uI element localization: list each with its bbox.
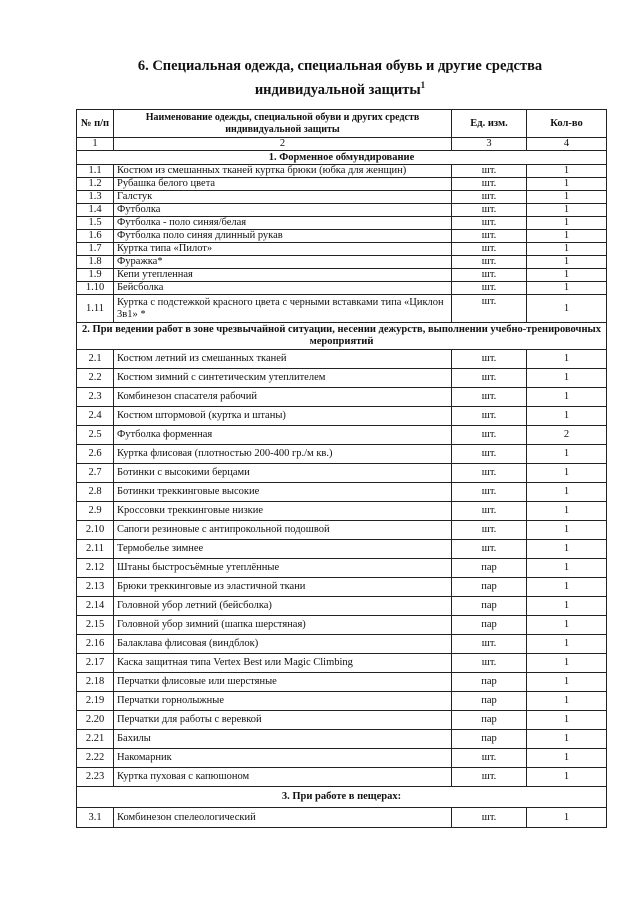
header-qty: Кол-во [527,110,607,138]
item-name: Перчатки флисовые или шерстяные [114,673,452,692]
row-number: 2.3 [77,388,114,407]
section-header-row [77,323,607,350]
column-number: 2 [114,138,452,151]
row-number: 1.8 [77,256,114,269]
item-quantity: 1 [527,483,607,502]
title-line-2 [70,76,610,100]
item-unit: шт. [452,178,527,191]
row-number: 2.22 [77,749,114,768]
item-unit: шт. [452,350,527,369]
item-quantity: 1 [527,464,607,483]
item-unit: шт. [452,540,527,559]
item-name: Костюм летний из смешанных тканей [114,350,452,369]
item-quantity: 1 [527,178,607,191]
item-unit: шт. [452,635,527,654]
table-row [77,407,607,426]
item-quantity: 1 [527,692,607,711]
column-number: 3 [452,138,527,151]
row-number: 1.6 [77,230,114,243]
table-row [77,295,607,323]
table-row [77,578,607,597]
table-row [77,178,607,191]
section-title: 2. При ведении работ в зоне чрезвычайной ситуации, несении дежурств, выполнении учебно-тренировочных мероприятий [77,323,607,350]
table-row [77,204,607,217]
item-unit: шт. [452,464,527,483]
item-quantity: 1 [527,673,607,692]
item-unit: пар [452,559,527,578]
section-header-row [77,787,607,808]
item-unit: пар [452,692,527,711]
item-unit: шт. [452,243,527,256]
item-quantity: 1 [527,578,607,597]
item-name: Комбинезон спасателя рабочий [114,388,452,407]
item-unit: шт. [452,445,527,464]
title-line-1: 6. Специальная одежда, специальная обувь и другие средства [137,58,543,74]
item-unit: шт. [452,426,527,445]
item-quantity: 1 [527,540,607,559]
item-name: Кепи утепленная [114,269,452,282]
row-number: 2.2 [77,369,114,388]
table-row [77,808,607,828]
row-number: 1.5 [77,217,114,230]
row-number: 1.2 [77,178,114,191]
item-name: Футболка [114,204,452,217]
table-row [77,269,607,282]
item-unit: шт. [452,269,527,282]
item-unit: шт. [452,256,527,269]
item-quantity: 1 [527,521,607,540]
item-unit: пар [452,616,527,635]
item-quantity: 1 [527,445,607,464]
item-unit: шт. [452,230,527,243]
row-number: 2.17 [77,654,114,673]
item-unit: пар [452,578,527,597]
item-unit: шт. [452,191,527,204]
table-row [77,426,607,445]
table-row [77,768,607,787]
row-number: 2.10 [77,521,114,540]
item-unit: шт. [452,388,527,407]
item-quantity: 1 [527,256,607,269]
table-row [77,243,607,256]
item-quantity: 1 [527,654,607,673]
item-name: Перчатки горнолыжные [114,692,452,711]
row-number: 2.8 [77,483,114,502]
item-unit: шт. [452,217,527,230]
item-quantity: 1 [527,217,607,230]
item-name: Перчатки для работы с веревкой [114,711,452,730]
row-number: 2.5 [77,426,114,445]
item-quantity: 2 [527,426,607,445]
table-row [77,165,607,178]
table-row [77,673,607,692]
item-name: Куртка флисовая (плотностью 200-400 гр./м кв.) [114,445,452,464]
table-row [77,464,607,483]
footnote-mark: 1 [420,80,426,90]
table-row [77,350,607,369]
item-name: Костюм штормовой (куртка и штаны) [114,407,452,426]
row-number: 2.1 [77,350,114,369]
row-number: 2.14 [77,597,114,616]
section-title: 3. При работе в пещерах: [77,787,607,808]
table-row [77,521,607,540]
item-name: Костюм из смешанных тканей куртка брюки (юбка для женщин) [114,165,452,178]
table-row [77,217,607,230]
item-quantity: 1 [527,407,607,426]
item-name: Футболка поло синяя длинный рукав [114,230,452,243]
row-number: 2.23 [77,768,114,787]
row-number: 2.9 [77,502,114,521]
item-quantity: 1 [527,711,607,730]
table-row [77,388,607,407]
item-unit: шт. [452,749,527,768]
header-unit: Ед. изм. [452,110,527,138]
item-unit: шт. [452,204,527,217]
title-line-2-text: индивидуальной защиты [254,81,421,98]
item-name: Бахилы [114,730,452,749]
item-unit: пар [452,597,527,616]
item-name: Комбинезон спелеологический [114,808,452,828]
table-row [77,730,607,749]
table-header-row [77,110,607,138]
item-name: Штаны быстросъёмные утеплённые [114,559,452,578]
item-name: Балаклава флисовая (виндблок) [114,635,452,654]
table-row [77,654,607,673]
item-name: Куртка с подстежкой красного цвета с черными вставками типа «Циклон 3в1» * [114,295,452,323]
item-quantity: 1 [527,597,607,616]
item-name: Накомарник [114,749,452,768]
table-row [77,692,607,711]
item-name: Кроссовки треккинговые низкие [114,502,452,521]
item-quantity: 1 [527,559,607,578]
item-quantity: 1 [527,230,607,243]
item-unit: шт. [452,521,527,540]
row-number: 2.20 [77,711,114,730]
item-quantity: 1 [527,243,607,256]
row-number: 2.6 [77,445,114,464]
row-number: 1.10 [77,282,114,295]
header-num: № п/п [77,110,114,138]
item-unit: шт. [452,483,527,502]
item-quantity: 1 [527,730,607,749]
table-row [77,369,607,388]
table-row [77,635,607,654]
item-quantity: 1 [527,616,607,635]
item-name: Рубашка белого цвета [114,178,452,191]
table-row [77,483,607,502]
table-row [77,191,607,204]
item-name: Ботинки с высокими берцами [114,464,452,483]
table-row [77,597,607,616]
row-number: 1.9 [77,269,114,282]
column-number: 1 [77,138,114,151]
row-number: 3.1 [77,808,114,828]
item-unit: шт. [452,768,527,787]
item-quantity: 1 [527,269,607,282]
table-row [77,502,607,521]
row-number: 2.11 [77,540,114,559]
table-row [77,559,607,578]
item-name: Куртка типа «Пилот» [114,243,452,256]
row-number: 2.13 [77,578,114,597]
item-quantity: 1 [527,165,607,178]
item-unit: пар [452,673,527,692]
header-name: Наименование одежды, специальной обуви и других средств индивидуальной защиты [114,110,452,138]
item-quantity: 1 [527,768,607,787]
table-row [77,230,607,243]
item-name: Термобелье зимнее [114,540,452,559]
item-quantity: 1 [527,204,607,217]
item-quantity: 1 [527,295,607,323]
row-number: 1.1 [77,165,114,178]
item-name: Футболка форменная [114,426,452,445]
table-row [77,256,607,269]
document-title [70,57,610,100]
item-unit: пар [452,730,527,749]
row-number: 1.3 [77,191,114,204]
ppe-table [76,109,607,828]
item-quantity: 1 [527,350,607,369]
item-name: Бейсболка [114,282,452,295]
row-number: 2.7 [77,464,114,483]
row-number: 1.11 [77,295,114,323]
row-number: 1.4 [77,204,114,217]
item-unit: шт. [452,282,527,295]
row-number: 2.19 [77,692,114,711]
item-name: Брюки треккинговые из эластичной ткани [114,578,452,597]
item-unit: шт. [452,369,527,388]
item-unit: шт. [452,295,527,323]
item-name: Головной убор летний (бейсболка) [114,597,452,616]
item-quantity: 1 [527,282,607,295]
row-number: 2.12 [77,559,114,578]
row-number: 1.7 [77,243,114,256]
item-name: Ботинки треккинговые высокие [114,483,452,502]
item-unit: пар [452,711,527,730]
row-number: 2.21 [77,730,114,749]
item-name: Футболка - поло синяя/белая [114,217,452,230]
item-quantity: 1 [527,369,607,388]
item-quantity: 1 [527,388,607,407]
item-name: Костюм зимний с синтетическим утеплителем [114,369,452,388]
column-number-row [77,138,607,151]
item-quantity: 1 [527,808,607,828]
row-number: 2.4 [77,407,114,426]
item-name: Каска защитная типа Vertex Best или Magic Climbing [114,654,452,673]
row-number: 2.15 [77,616,114,635]
item-quantity: 1 [527,191,607,204]
item-unit: шт. [452,808,527,828]
table-row [77,445,607,464]
table-row [77,749,607,768]
item-quantity: 1 [527,635,607,654]
table-row [77,616,607,635]
column-number: 4 [527,138,607,151]
row-number: 2.18 [77,673,114,692]
item-name: Куртка пуховая с капюшоном [114,768,452,787]
item-name: Головной убор зимний (шапка шерстяная) [114,616,452,635]
table-row [77,540,607,559]
table-row [77,711,607,730]
item-name: Фуражка* [114,256,452,269]
table-row [77,282,607,295]
item-quantity: 1 [527,502,607,521]
item-name: Сапоги резиновые с антипрокольной подошвой [114,521,452,540]
item-quantity: 1 [527,749,607,768]
section-title: 1. Форменное обмундирование [77,151,607,165]
item-unit: шт. [452,654,527,673]
item-unit: шт. [452,165,527,178]
item-name: Галстук [114,191,452,204]
item-unit: шт. [452,407,527,426]
item-unit: шт. [452,502,527,521]
section-header-row [77,151,607,165]
row-number: 2.16 [77,635,114,654]
